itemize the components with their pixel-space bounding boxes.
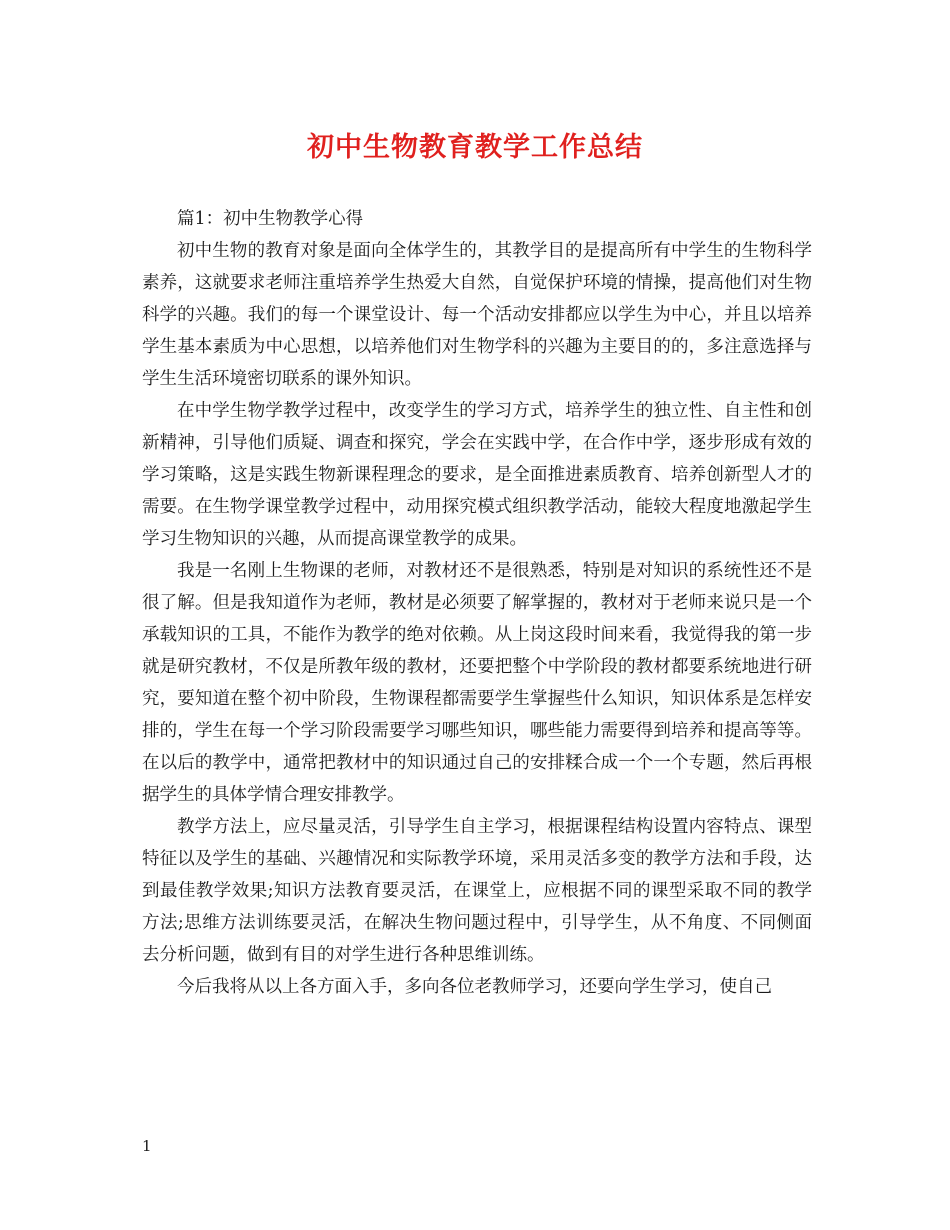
paragraph-4: 教学方法上，应尽量灵活，引导学生自主学习，根据课程结构设置内容特点、课型特征以及学生的基础、兴趣情况和实际教学环境，采用灵活多变的教学方法和手段，达到最佳教学效果;知识方法教育要灵活，在课堂上，应根据不同的课型采取不同的教学方法;思维方法训练要灵活，在解决生物问题过程中，引导学生，从不角度、不同侧面去分析问题，做到有目的对学生进行各种思维训练。 — [142, 817, 812, 965]
paragraph-5: 今后我将从以上各方面入手，多向各位老教师学习，还要向学生学习，使自己 — [177, 977, 772, 997]
paragraph-1: 初中生物的教育对象是面向全体学生的，其教学目的是提高所有中学生的生物科学素养，这就要求老师注重培养学生热爱大自然，自觉保护环境的情操，提高他们对生物科学的兴趣。我们的每一个课堂设计、每一个活动安排都应以学生为中心，并且以培养学生基本素质为中心思想，以培养他们对生物学科的兴趣为主要目的的，多注意选择与学生生活环境密切联系的课外知识。 — [142, 241, 812, 389]
paragraph-3: 我是一名刚上生物课的老师，对教材还不是很熟悉，特别是对知识的系统性还不是很了解。但是我知道作为老师，教材是必须要了解掌握的，教材对于老师来说只是一个承载知识的工具，不能作为教学的绝对依赖。从上岗这段时间来看，我觉得我的第一步就是研究教材，不仅是所教年级的教材，还要把整个中学阶段的教材都要系统地进行研究，要知道在整个初中阶段，生物课程都需要学生掌握些什么知识，知识体系是怎样安排的，学生在每一个学习阶段需要学习哪些知识，哪些能力需要得到培养和提高等等。在以后的教学中，通常把教材中的知识通过自己的安排糅合成一个一个专题，然后再根据学生的具体学情合理安排教学。 — [142, 561, 812, 805]
document-title: 初中生物教育教学工作总结 — [307, 132, 643, 163]
section-heading: 篇1：初中生物教学心得 — [177, 209, 364, 229]
document-body — [142, 203, 812, 1003]
paragraph-2: 在中学生物学教学过程中，改变学生的学习方式，培养学生的独立性、自主性和创新精神，引导他们质疑、调查和探究，学会在实践中学，在合作中学，逐步形成有效的学习策略，这是实践生物新课程理念的要求，是全面推进素质教育、培养创新型人才的需要。在生物学课堂教学过程中，动用探究模式组织教学活动，能较大程度地激起学生学习生物知识的兴趣，从而提高课堂教学的成果。 — [142, 401, 812, 549]
page-number: 1 — [142, 1137, 152, 1155]
